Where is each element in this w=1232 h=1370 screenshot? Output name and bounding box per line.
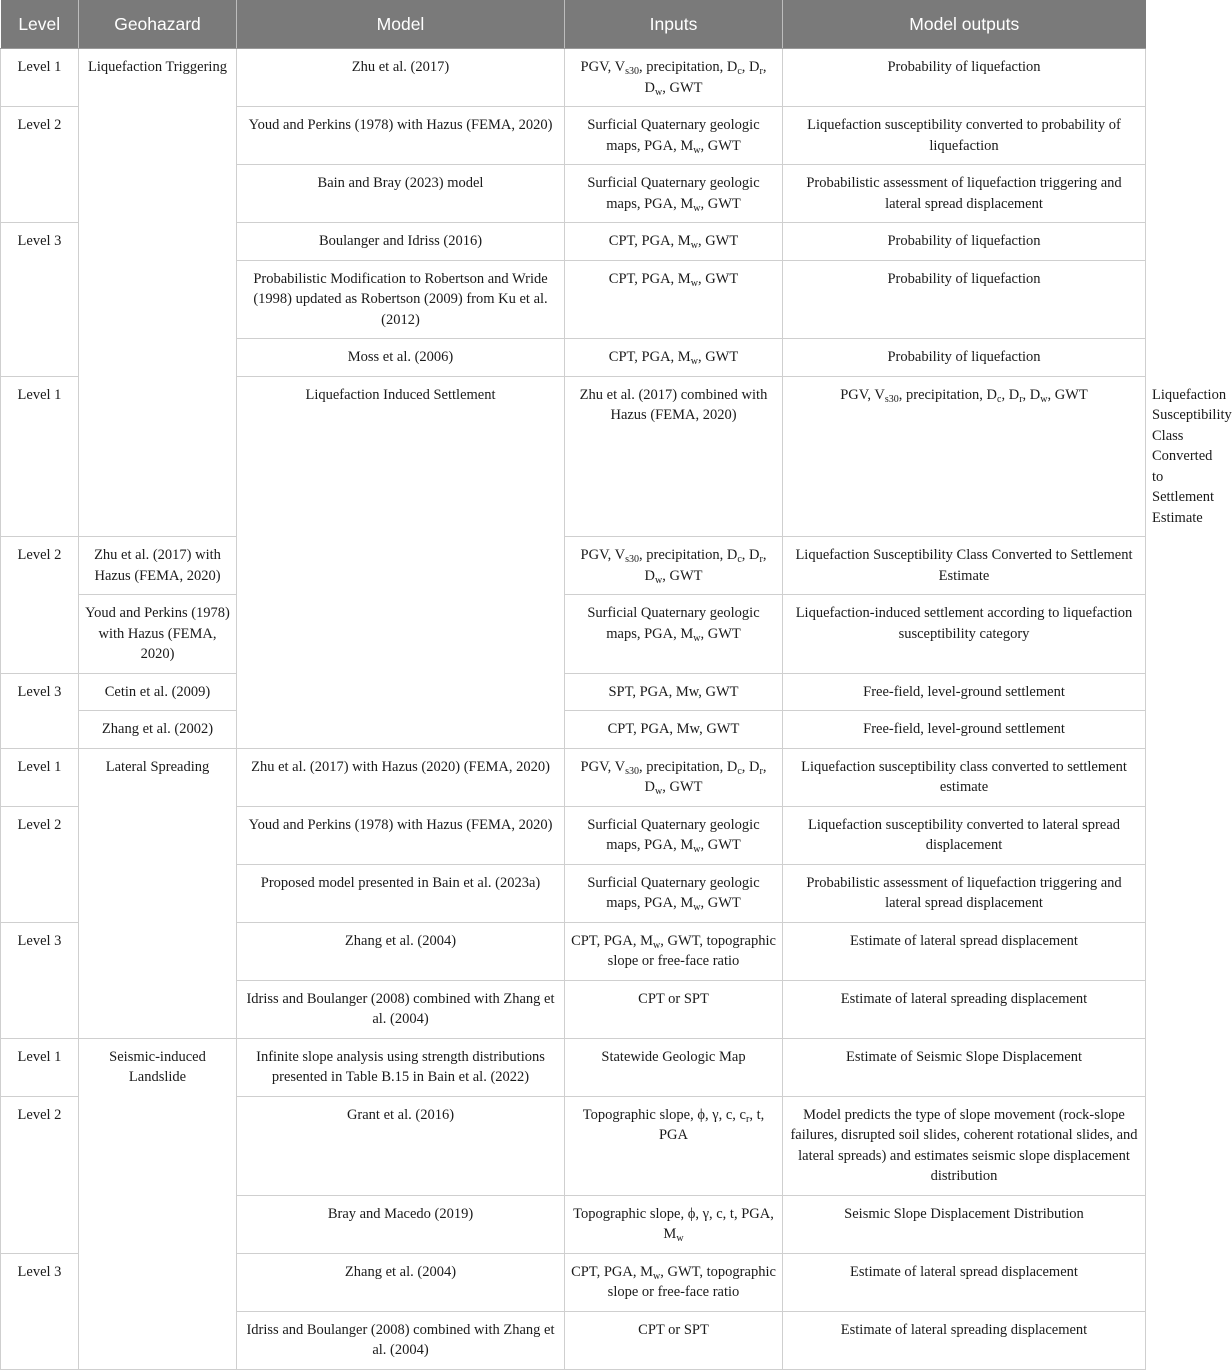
model-cell: Zhu et al. (2017) with Hazus (2020) (FEMA, 2020) [237, 748, 565, 806]
model-cell: Youd and Perkins (1978) with Hazus (FEMA, 2020) [79, 595, 237, 674]
header-geohazard: Geohazard [79, 0, 237, 49]
model-cell: Zhang et al. (2004) [237, 922, 565, 980]
geohazard-cell: Lateral Spreading [79, 748, 237, 1038]
header-outputs: Model outputs [783, 0, 1146, 49]
inputs-cell: Surficial Quaternary geologic maps, PGA, $M_w$, GWT [565, 595, 783, 674]
level-cell: Level 3 [1, 1253, 79, 1369]
level-cell: Level 2 [1, 1096, 79, 1253]
outputs-cell: Estimate of lateral spreading displacement [783, 980, 1146, 1038]
model-cell: Zhu et al. (2017) [237, 49, 565, 107]
level-cell: Level 3 [1, 223, 79, 377]
level-cell: Level 1 [1, 49, 79, 107]
inputs-cell: Surficial Quaternary geologic maps, PGA, $M_w$, GWT [565, 107, 783, 165]
outputs-cell: Liquefaction Susceptibility Class Converted to Settlement Estimate [783, 537, 1146, 595]
model-cell: Cetin et al. (2009) [79, 673, 237, 711]
model-cell: Infinite slope analysis using strength distributions presented in Table B.15 in Bain et al. (2022) [237, 1038, 565, 1096]
inputs-cell: Surficial Quaternary geologic maps, PGA, $M_w$, GWT [565, 165, 783, 223]
outputs-cell: Estimate of Seismic Slope Displacement [783, 1038, 1146, 1096]
inputs-cell: PGV, $V_{s30}$, precipitation, $D_c$, $D_r$, $D_w$, GWT [783, 376, 1146, 537]
table-row [1, 595, 1146, 674]
inputs-cell: CPT, PGA, $M_w$, GWT [565, 260, 783, 339]
outputs-cell: Liquefaction susceptibility converted to lateral spread displacement [783, 806, 1146, 864]
inputs-cell: Topographic slope, ϕ, γ, c, $c_r$, t, PGA [565, 1096, 783, 1195]
inputs-cell: CPT or SPT [565, 980, 783, 1038]
outputs-cell: Free-field, level-ground settlement [783, 673, 1146, 711]
model-cell: Youd and Perkins (1978) with Hazus (FEMA, 2020) [237, 107, 565, 165]
inputs-cell: PGV, $V_{s30}$, precipitation, $D_c$, $D_r$, $D_w$, GWT [565, 537, 783, 595]
inputs-cell: CPT, PGA, $M_w$, GWT [565, 339, 783, 377]
model-cell: Probabilistic Modification to Robertson and Wride (1998) updated as Robertson (2009) from Ku et al. (2012) [237, 260, 565, 339]
geohazard-cell: Liquefaction Induced Settlement [237, 376, 565, 748]
model-cell: Moss et al. (2006) [237, 339, 565, 377]
inputs-cell: Surficial Quaternary geologic maps, PGA, $M_w$, GWT [565, 806, 783, 864]
level-cell: Level 2 [1, 806, 79, 922]
model-cell: Zhang et al. (2002) [79, 711, 237, 749]
inputs-cell: Surficial Quaternary geologic maps, PGA, $M_w$, GWT [565, 864, 783, 922]
header-inputs: Inputs [565, 0, 783, 49]
outputs-cell: Probability of liquefaction [783, 49, 1146, 107]
table-row [1, 1038, 1146, 1096]
table-row [1, 748, 1146, 806]
inputs-cell: PGV, $V_{s30}$, precipitation, $D_c$, $D_r$, $D_w$, GWT [565, 49, 783, 107]
outputs-cell: Estimate of lateral spreading displacement [783, 1311, 1146, 1369]
model-cell: Grant et al. (2016) [237, 1096, 565, 1195]
outputs-cell: Estimate of lateral spread displacement [783, 922, 1146, 980]
inputs-cell: Statewide Geologic Map [565, 1038, 783, 1096]
outputs-cell: Probabilistic assessment of liquefaction triggering and lateral spread displacement [783, 864, 1146, 922]
outputs-cell: Model predicts the type of slope movement (rock-slope failures, disrupted soil slides, coherent rotational slides, and lateral spreads) and estimates seismic slope displacement distribution [783, 1096, 1146, 1195]
geohazard-cell: Liquefaction Triggering [79, 49, 237, 537]
inputs-cell: SPT, PGA, Mw, GWT [565, 673, 783, 711]
header-model: Model [237, 0, 565, 49]
level-cell: Level 3 [1, 673, 79, 748]
model-cell: Zhang et al. (2004) [237, 1253, 565, 1311]
table-row [1, 711, 1146, 749]
model-cell: Proposed model presented in Bain et al. (2023a) [237, 864, 565, 922]
level-cell: Level 1 [1, 748, 79, 806]
inputs-cell: CPT, PGA, Mw, GWT [565, 711, 783, 749]
level-cell: Level 2 [1, 107, 79, 223]
outputs-cell: Seismic Slope Displacement Distribution [783, 1195, 1146, 1253]
outputs-cell: Free-field, level-ground settlement [783, 711, 1146, 749]
level-cell: Level 3 [1, 922, 79, 1038]
model-cell: Boulanger and Idriss (2016) [237, 223, 565, 261]
table-row [1, 673, 1146, 711]
table-row [1, 49, 1146, 107]
inputs-cell: CPT or SPT [565, 1311, 783, 1369]
model-cell: Bain and Bray (2023) model [237, 165, 565, 223]
geohazard-cell: Seismic-induced Landslide [79, 1038, 237, 1369]
outputs-cell: Liquefaction-induced settlement according to liquefaction susceptibility category [783, 595, 1146, 674]
model-cell: Idriss and Boulanger (2008) combined with Zhang et al. (2004) [237, 1311, 565, 1369]
outputs-cell: Probability of liquefaction [783, 223, 1146, 261]
table-row: Level 1 Liquefaction Induced Settlement Zhu et al. (2017) combined with Hazus (FEMA, 2020) PGV, $V_{s30}$, precipitation, $D_c$, $D_r$, $D_w$, GWT Liquefaction Susceptibility Class Converted to Settlement Estimate [1, 376, 1146, 537]
inputs-cell: CPT, PGA, $M_w$, GWT, topographic slope or free-face ratio [565, 1253, 783, 1311]
outputs-cell: Probability of liquefaction [783, 339, 1146, 377]
model-cell: Youd and Perkins (1978) with Hazus (FEMA, 2020) [237, 806, 565, 864]
table-header [1, 0, 1146, 49]
model-cell: Idriss and Boulanger (2008) combined with Zhang et al. (2004) [237, 980, 565, 1038]
outputs-cell: Liquefaction susceptibility converted to probability of liquefaction [783, 107, 1146, 165]
level-cell: Level 1 [1, 1038, 79, 1096]
table-row [1, 537, 1146, 595]
model-cell: Bray and Macedo (2019) [237, 1195, 565, 1253]
model-cell: Zhu et al. (2017) combined with Hazus (FEMA, 2020) [565, 376, 783, 537]
level-cell: Level 2 [1, 537, 79, 674]
outputs-cell: Liquefaction susceptibility class converted to settlement estimate [783, 748, 1146, 806]
table-body [1, 49, 1232, 1370]
header-level: Level [1, 0, 79, 49]
outputs-cell: Estimate of lateral spread displacement [783, 1253, 1146, 1311]
level-cell: Level 1 [1, 376, 79, 537]
inputs-cell: CPT, PGA, $M_w$, GWT, topographic slope or free-face ratio [565, 922, 783, 980]
inputs-cell: CPT, PGA, $M_w$, GWT [565, 223, 783, 261]
outputs-cell: Probabilistic assessment of liquefaction triggering and lateral spread displacement [783, 165, 1146, 223]
inputs-cell: PGV, $V_{s30}$, precipitation, $D_c$, $D_r$, $D_w$, GWT [565, 748, 783, 806]
inputs-cell: Topographic slope, ϕ, γ, c, t, PGA, $M_w$ [565, 1195, 783, 1253]
model-cell: Zhu et al. (2017) with Hazus (FEMA, 2020) [79, 537, 237, 595]
outputs-cell: Probability of liquefaction [783, 260, 1146, 339]
